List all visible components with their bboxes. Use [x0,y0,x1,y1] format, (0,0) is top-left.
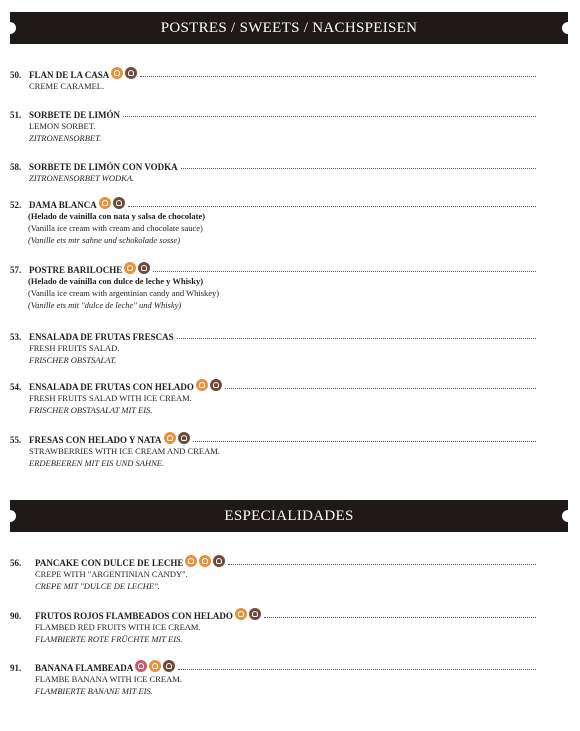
description-german: ERDEBEEREN MIT EIS UND SAHNE. [29,458,165,468]
description-german: (Vanille ets mtr sahne und schokolade sosse) [28,235,181,245]
description-german: ZITRONENSORBET. [29,133,102,143]
menu-item-header [10,66,536,80]
item-name: DAMA BLANCA [29,200,97,210]
ice-cream-icon [199,555,211,567]
dot-leader [178,669,536,670]
ice-cream-icon [111,67,123,79]
pudding-icon [213,555,225,567]
allergen-icons [99,197,125,209]
description: FRESH FRUITS SALAD. [29,343,120,353]
description: STRAWBERRIES WITH ICE CREAM AND CREAM. [29,446,220,456]
section-banner-especialidades [10,500,568,532]
item-name: ENSALADA DE FRUTAS FRESCAS [29,332,174,342]
dot-leader [228,564,536,565]
item-number: 51. [10,110,22,120]
pudding-icon [125,67,137,79]
description: FRESH FRUITS SALAD WITH ICE CREAM. [29,393,192,403]
dot-leader [264,617,536,618]
menu-item-header [10,659,536,673]
pudding-icon [249,608,261,620]
wheat-icon [185,555,197,567]
item-name: FRESAS CON HELADO Y NATA [29,435,162,445]
item-name: PANCAKE CON DULCE DE LECHE [35,558,184,568]
description-german: (Vanille ets mit "dulce de leche" und Whisky) [28,300,182,310]
ice-cream-icon [124,262,136,274]
menu-item-header [10,196,536,210]
menu-item-header [10,106,536,120]
item-name: SORBETE DE LIMÓN [29,110,121,120]
dot-leader [140,76,536,77]
menu-item-header [10,158,536,172]
item-name: SORBETE DE LIMÓN CON VODKA [29,162,178,172]
allergen-icons [124,262,150,274]
description-german: FRISCHER OBSTASALAT MIT EIS. [29,405,153,415]
item-number: 50. [10,70,22,80]
description-german: FRISCHER OBSTSALAT. [29,355,117,365]
allergen-icons [235,608,261,620]
pudding-icon [178,432,190,444]
description: (Helado de vainilla con nata y salsa de chocolate) [28,211,206,221]
item-number: 91. [10,663,22,673]
pudding-icon [138,262,150,274]
menu-item [10,659,536,697]
menu-item [10,554,536,592]
description-german: FLAMBIERTE ROTE FRÜCHTE MIT EIS. [35,634,183,644]
item-number: 56. [10,558,22,568]
description: CREPE WITH "ARGENTINIAN CANDY". [35,569,188,579]
menu-item [10,607,536,645]
dot-leader [177,338,536,339]
dot-leader [181,168,536,169]
dot-leader [123,116,536,117]
description: FLAMBED RED FRUITS WITH ICE CREAM. [35,622,201,632]
menu-item [10,328,536,366]
section-banner-postres [10,12,568,44]
menu-item [10,196,536,246]
item-number: 52. [10,200,22,210]
item-name: FRUTOS ROJOS FLAMBEADOS CON HELADO [35,611,233,621]
menu-item [10,106,536,144]
item-number: 54. [10,382,22,392]
section-title: POSTRES / SWEETS / NACHSPEISEN [160,19,418,36]
allergen-icons [111,67,137,79]
menu-item-header [10,554,536,568]
pudding-icon [210,379,222,391]
item-name: POSTRE BARILOCHE [29,265,123,275]
item-number: 53. [10,332,22,342]
dot-leader [193,441,536,442]
ice-cream-icon [149,660,161,672]
description: FLAMBE BANANA WITH ICE CREAM. [35,674,182,684]
menu-item-header [10,607,536,621]
description: LEMON SORBET. [29,121,96,131]
item-number: 57. [10,265,22,275]
description-german: FLAMBIERTE BANANE MIT EIS. [35,686,153,696]
menu-item [10,66,536,92]
description: (Helado de vainilla con dulce de leche y Whisky) [28,276,204,286]
dot-leader [128,206,536,207]
allergen-icons [164,432,190,444]
description-german: ZITRONENSORBET WODKA. [29,173,135,183]
dot-leader [225,388,536,389]
menu-item [10,158,536,184]
pudding-icon [163,660,175,672]
allergen-icons [196,379,222,391]
menu-item-header [10,328,536,342]
menu-item-header [10,378,536,392]
allergen-icons [185,555,225,567]
item-number: 90. [10,611,22,621]
ice-cream-icon [99,197,111,209]
item-name: ENSALADA DE FRUTAS CON HELADO [29,382,194,392]
ice-cream-icon [196,379,208,391]
description: CREME CARAMEL. [29,81,105,91]
ice-cream-icon [164,432,176,444]
description: (Vanilla ice cream with argentinian candy and Whiskey) [28,288,220,298]
description: (Vanilla ice cream with cream and chocolate sauce) [28,223,203,233]
allergen-icons [135,660,175,672]
alcohol-icon [135,660,147,672]
dot-leader [153,271,536,272]
description-german: CREPE MIT "DULCE DE LECHE". [35,581,160,591]
item-name: BANANA FLAMBEADA [35,663,134,673]
item-name: FLAN DE LA CASA [29,70,110,80]
menu-item [10,431,536,469]
pudding-icon [113,197,125,209]
ice-cream-icon [235,608,247,620]
section-title: ESPECIALIDADES [224,507,354,524]
menu-item [10,261,536,311]
item-number: 55. [10,435,22,445]
menu-item [10,378,536,416]
item-number: 58. [10,162,22,172]
menu-item-header [10,431,536,445]
menu-item-header [10,261,536,275]
